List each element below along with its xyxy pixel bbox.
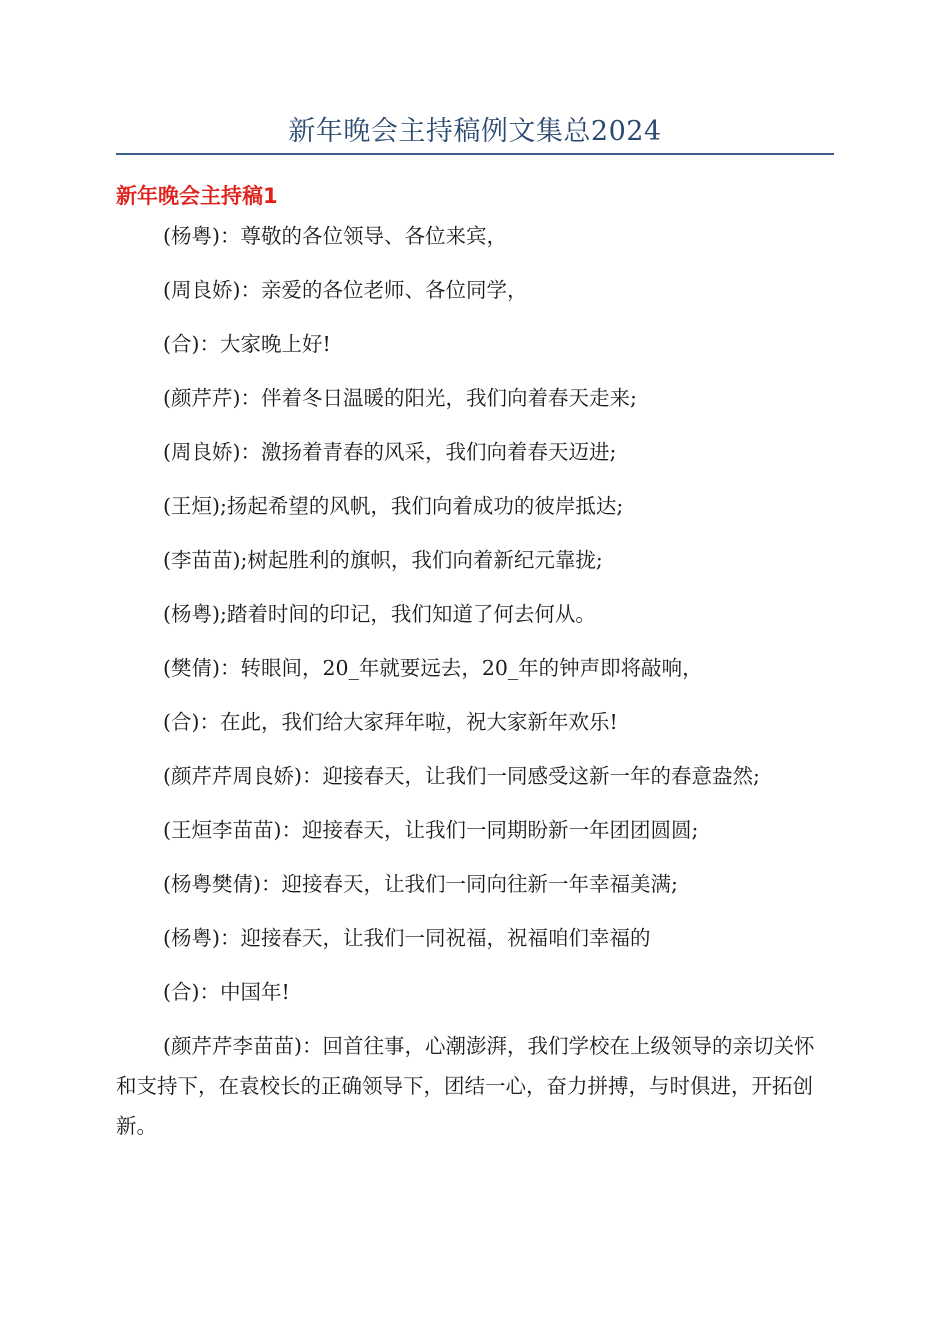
document-title: 新年晚会主持稿例文集总2024: [288, 116, 662, 147]
paragraph: (王烜李苗苗)：迎接春天，让我们一同期盼新一年团团圆圆;: [163, 818, 699, 842]
paragraph: (杨粤);踏着时间的印记，我们知道了何去何从。: [163, 602, 596, 626]
paragraph: (颜芹芹李苗苗)：回首往事，心潮澎湃，我们学校在上级领导的亲切关怀和支持下，在袁校长的正确领导下，团结一心，奋力拼搏，与时俱进，开拓创新。: [116, 1034, 815, 1138]
paragraph: (颜芹芹)：伴着冬日温暖的阳光，我们向着春天走来;: [163, 386, 637, 410]
title-divider: [116, 153, 834, 155]
document-body: [116, 220, 834, 1168]
paragraph: (王烜);扬起希望的风帆，我们向着成功的彼岸抵达;: [163, 494, 624, 518]
paragraph: (周良娇)：亲爱的各位老师、各位同学，: [163, 278, 528, 302]
paragraph: (合)：大家晚上好!: [163, 332, 331, 356]
section-heading: 新年晚会主持稿1: [116, 184, 278, 208]
paragraph: (杨粤樊倩)：迎接春天，让我们一同向往新一年幸福美满;: [163, 872, 678, 896]
paragraph: (合)：中国年!: [163, 980, 290, 1004]
paragraph: (颜芹芹周良娇)：迎接春天，让我们一同感受这新一年的春意盎然;: [163, 764, 760, 788]
paragraph: (李苗苗);树起胜利的旗帜，我们向着新纪元靠拢;: [163, 548, 603, 572]
paragraph: (杨粤)：迎接春天，让我们一同祝福，祝福咱们幸福的: [163, 926, 651, 950]
paragraph: (合)：在此，我们给大家拜年啦，祝大家新年欢乐!: [163, 710, 618, 734]
paragraph: (杨粤)：尊敬的各位领导、各位来宾，: [163, 224, 507, 248]
paragraph: (樊倩)：转眼间，20_年就要远去，20_年的钟声即将敲响，: [163, 656, 703, 680]
paragraph: (周良娇)：激扬着青春的风采，我们向着春天迈进;: [163, 440, 617, 464]
